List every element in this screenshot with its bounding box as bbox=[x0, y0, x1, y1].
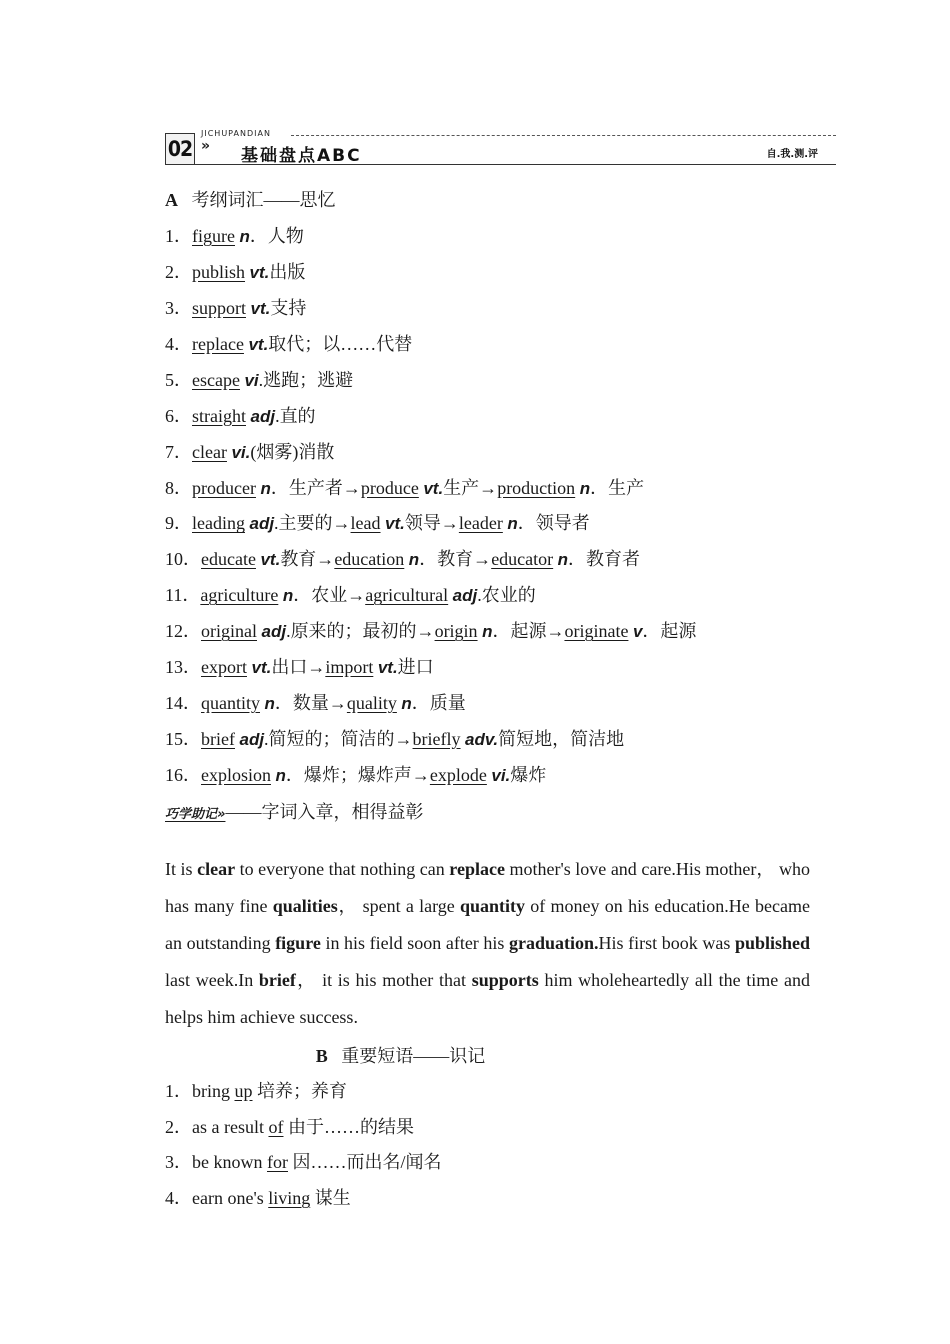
vocab-answer: explosion bbox=[201, 764, 271, 785]
story-text: to everyone that nothing can bbox=[235, 859, 450, 879]
vocab-pos: n bbox=[408, 550, 420, 570]
vocab-text: ．农业→ bbox=[293, 585, 366, 606]
vocab-answer: import bbox=[325, 657, 374, 678]
vocab-pos: vi. bbox=[491, 765, 511, 785]
vocab-pos: adj bbox=[261, 622, 287, 642]
vocab-text: 7． bbox=[165, 441, 192, 462]
vocab-answer: figure bbox=[192, 226, 235, 246]
story-keyword: qualities bbox=[272, 896, 338, 916]
vocab-text: .农业的 bbox=[477, 585, 536, 606]
vocab-pos: vt. bbox=[250, 298, 271, 318]
vocab-text: 13． bbox=[165, 657, 201, 678]
vocab-pos: n bbox=[264, 694, 275, 714]
section-a-label: A bbox=[165, 190, 178, 210]
vocab-text: 8． bbox=[165, 477, 192, 498]
vocab-answer: clear bbox=[192, 441, 227, 462]
vocab-answer: briefly bbox=[412, 729, 461, 750]
phrase-text: 谋生 bbox=[310, 1188, 351, 1209]
vocab-pos: vt. bbox=[377, 658, 398, 678]
vocab-answer: publish bbox=[192, 261, 246, 282]
phrase-text: 1．bring bbox=[165, 1081, 235, 1101]
vocab-pos: n bbox=[282, 586, 294, 606]
phrase-text: 因……而出名/闻名 bbox=[288, 1152, 442, 1173]
vocab-text: ．人物 bbox=[249, 226, 304, 246]
story-keyword: published bbox=[734, 933, 810, 953]
story-keyword: brief bbox=[258, 970, 296, 990]
vocab-pos: adj bbox=[239, 730, 265, 750]
phrase-answer: living bbox=[268, 1188, 311, 1209]
vocab-text: 出口→ bbox=[271, 657, 326, 678]
vocab-pos: n bbox=[579, 478, 591, 498]
vocab-answer: leading bbox=[192, 513, 245, 534]
vocab-text: 1． bbox=[165, 226, 192, 246]
vocab-text: ．教育→ bbox=[419, 549, 492, 570]
vocab-item bbox=[165, 509, 590, 535]
vocab-pos: adv. bbox=[465, 730, 499, 750]
vocab-answer: leader bbox=[458, 513, 503, 534]
vocab-pos: n bbox=[401, 694, 412, 714]
vocab-pos: vt. bbox=[249, 262, 270, 282]
phrase-text: 由于……的结果 bbox=[283, 1116, 414, 1137]
vocab-pos: vi. bbox=[231, 442, 251, 462]
section-number-badge: 02 bbox=[165, 133, 195, 165]
vocab-pos: n bbox=[557, 550, 569, 570]
vocab-text: 9． bbox=[165, 513, 192, 534]
vocab-pos: vt. bbox=[423, 478, 444, 498]
vocab-answer: originate bbox=[564, 621, 629, 642]
section-b-label: B bbox=[315, 1046, 328, 1066]
vocab-item bbox=[165, 294, 306, 320]
story-keyword: clear bbox=[197, 859, 236, 879]
phrase-item bbox=[165, 1113, 414, 1139]
phrase-text: 3．be known bbox=[165, 1152, 267, 1173]
phrase-answer: for bbox=[267, 1152, 288, 1173]
story-keyword: figure bbox=[275, 933, 321, 953]
vocab-pos: adj bbox=[250, 406, 276, 426]
vocab-text: 5． bbox=[165, 369, 192, 390]
vocab-item bbox=[165, 689, 466, 715]
story-text: last week.In bbox=[165, 970, 259, 990]
vocab-text: 3． bbox=[165, 297, 192, 318]
vocab-text: (烟雾)消散 bbox=[250, 441, 335, 462]
vocab-text: 4． bbox=[165, 333, 192, 354]
vocab-answer: agriculture bbox=[200, 585, 279, 606]
section-b-heading bbox=[165, 1042, 636, 1068]
vocab-pos: n bbox=[239, 227, 250, 246]
vocab-text: 出版 bbox=[269, 261, 306, 282]
vocab-answer: produce bbox=[360, 477, 419, 498]
vocab-answer: explode bbox=[429, 764, 487, 785]
phrase-answer: up bbox=[234, 1081, 253, 1101]
story-keyword: graduation. bbox=[509, 933, 599, 953]
vocab-text: ．生产者→ bbox=[270, 477, 361, 498]
vocab-pos: v bbox=[632, 622, 643, 642]
vocab-pos: n bbox=[275, 765, 286, 785]
vocab-text: ．数量→ bbox=[274, 693, 347, 714]
section-a-title: 考纲词汇——思忆 bbox=[191, 190, 336, 210]
memo-text: ——字词入章，相得益彰 bbox=[225, 802, 424, 822]
vocab-pos: vt. bbox=[248, 334, 269, 354]
vocab-text: ．质量 bbox=[411, 693, 466, 714]
vocab-item bbox=[165, 222, 304, 248]
vocab-text: ．教育者 bbox=[568, 549, 641, 570]
vocab-pos: adj bbox=[249, 514, 275, 534]
section-a-heading bbox=[165, 186, 336, 212]
vocab-text: .逃跑；逃避 bbox=[258, 369, 354, 390]
phrase-text: 培养；养育 bbox=[252, 1081, 347, 1101]
vocab-item bbox=[165, 402, 316, 428]
header-pinyin: JICHUPANDIAN bbox=[201, 129, 271, 138]
vocab-text: 生产→ bbox=[443, 477, 498, 498]
vocab-text: ．爆炸；爆炸声→ bbox=[285, 764, 430, 785]
vocab-text: 支持 bbox=[270, 297, 307, 318]
vocab-text: .直的 bbox=[275, 405, 316, 426]
vocab-pos: vt. bbox=[260, 550, 281, 570]
vocab-text: ．起源 bbox=[642, 621, 697, 642]
vocab-text: ．领导者 bbox=[517, 513, 590, 534]
section-header bbox=[165, 128, 836, 168]
vocab-answer: agricultural bbox=[365, 585, 449, 606]
vocab-answer: quantity bbox=[201, 693, 260, 714]
vocab-item bbox=[165, 653, 434, 679]
vocab-answer: original bbox=[201, 621, 257, 642]
vocab-text: 2． bbox=[165, 261, 192, 282]
story-text: of money on his education.He became an outstanding bbox=[165, 896, 811, 953]
phrase-text: 4．earn one's bbox=[165, 1188, 269, 1209]
vocab-text: 14． bbox=[165, 693, 201, 714]
vocab-text: ．起源→ bbox=[492, 621, 565, 642]
vocab-answer: quality bbox=[346, 693, 397, 714]
vocab-answer: producer bbox=[192, 477, 256, 498]
vocab-item bbox=[165, 330, 412, 356]
header-dashed-rule bbox=[291, 135, 836, 136]
vocab-item bbox=[165, 258, 305, 284]
story-keyword: replace bbox=[449, 859, 505, 879]
vocab-text: 领导→ bbox=[404, 513, 459, 534]
vocab-item bbox=[165, 725, 624, 751]
memo-line bbox=[165, 798, 423, 824]
vocab-pos: vt. bbox=[385, 514, 405, 534]
vocab-text: 进口 bbox=[397, 657, 434, 678]
story-keyword: supports bbox=[471, 970, 539, 990]
vocab-text: .简短的；简洁的→ bbox=[264, 729, 413, 750]
story-paragraph bbox=[165, 851, 810, 1036]
phrase-item bbox=[165, 1148, 442, 1174]
vocab-pos: vt. bbox=[251, 658, 272, 678]
vocab-answer: education bbox=[334, 549, 405, 570]
vocab-item bbox=[165, 617, 696, 643]
vocab-text: 10． bbox=[165, 549, 201, 570]
vocab-answer: replace bbox=[192, 333, 244, 354]
story-text: It is bbox=[165, 859, 198, 879]
vocab-item bbox=[165, 581, 536, 607]
vocab-answer: escape bbox=[192, 369, 240, 390]
vocab-text: 11． bbox=[165, 585, 201, 606]
vocab-text: 15． bbox=[165, 729, 201, 750]
story-keyword: quantity bbox=[460, 896, 526, 916]
phrase-item bbox=[165, 1184, 351, 1210]
vocab-answer: educator bbox=[491, 549, 554, 570]
story-text: mother's love and care.His mother， who has many fine bbox=[165, 859, 810, 916]
vocab-text: 6． bbox=[165, 405, 192, 426]
vocab-pos: n bbox=[507, 514, 518, 534]
phrase-text: 2．as a result bbox=[165, 1116, 269, 1137]
story-text: ， it is his mother that bbox=[295, 970, 472, 990]
vocab-answer: export bbox=[201, 657, 247, 678]
vocab-text: .主要的→ bbox=[274, 513, 351, 534]
header-right-label: 自.我.测.评 bbox=[766, 149, 818, 160]
story-text: in his field soon after his bbox=[320, 933, 510, 953]
phrase-answer: of bbox=[268, 1116, 284, 1137]
vocab-item bbox=[165, 545, 640, 571]
vocab-item bbox=[165, 474, 644, 500]
vocab-answer: production bbox=[497, 477, 576, 498]
story-text: His first book was bbox=[598, 933, 735, 953]
header-title: 基础盘点ABC bbox=[241, 146, 362, 166]
story-text: ， spent a large bbox=[337, 896, 460, 916]
vocab-text: 16． bbox=[165, 764, 201, 785]
vocab-text: 12． bbox=[165, 621, 201, 642]
vocab-pos: n bbox=[482, 622, 493, 642]
vocab-pos: vi bbox=[244, 370, 259, 390]
story-text: him wholeheartedly all the time and helps him achieve success. bbox=[165, 970, 810, 1027]
memo-tag: 巧学助记» bbox=[165, 807, 226, 822]
memo-arrow-icon: » bbox=[217, 807, 226, 822]
vocab-pos: adj bbox=[452, 586, 478, 606]
vocab-answer: educate bbox=[201, 549, 256, 570]
vocab-item bbox=[165, 438, 334, 464]
vocab-answer: brief bbox=[201, 729, 235, 750]
header-rule bbox=[165, 164, 836, 165]
vocab-text: 取代；以……代替 bbox=[268, 333, 413, 354]
vocab-text: 简短地，简洁地 bbox=[498, 729, 625, 750]
vocab-answer: origin bbox=[434, 621, 478, 642]
vocab-text: 教育→ bbox=[280, 549, 335, 570]
vocab-answer: straight bbox=[192, 405, 246, 426]
vocab-answer: support bbox=[192, 297, 246, 318]
phrase-item bbox=[165, 1077, 347, 1103]
vocab-text: ．生产 bbox=[590, 477, 645, 498]
vocab-text: 爆炸 bbox=[510, 764, 547, 785]
section-b-title: 重要短语——识记 bbox=[341, 1046, 486, 1066]
vocab-text: .原来的；最初的→ bbox=[286, 621, 435, 642]
vocab-item bbox=[165, 761, 546, 787]
vocab-item bbox=[165, 366, 353, 392]
double-chevron-icon: » bbox=[201, 138, 211, 154]
vocab-pos: n bbox=[260, 478, 271, 498]
vocab-answer: lead bbox=[350, 513, 381, 534]
